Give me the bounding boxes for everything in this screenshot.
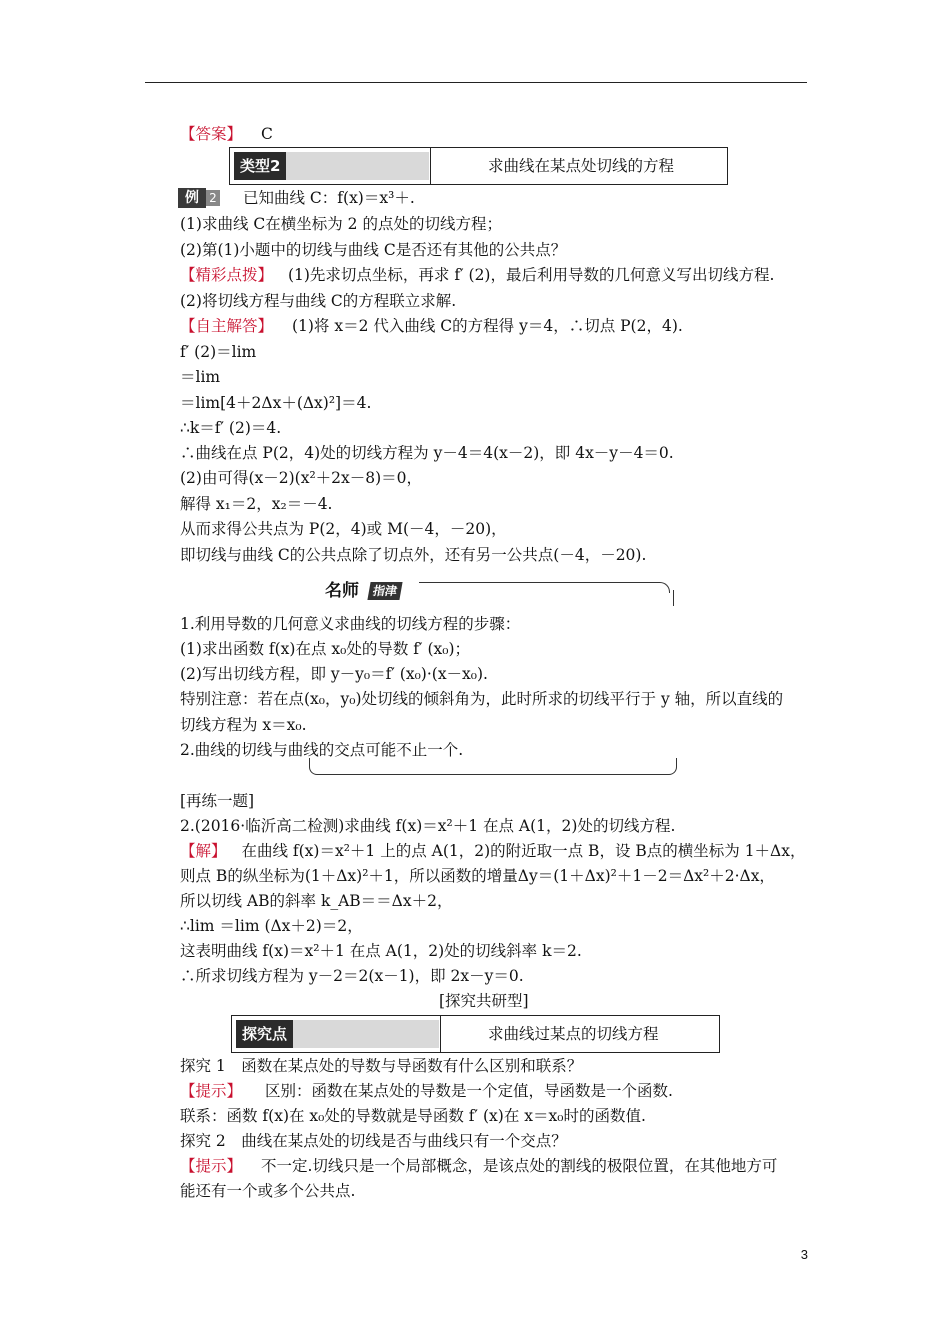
solve-line4: ＝lim[4＋2Δx＋(Δx)²]＝4. (180, 394, 372, 412)
solve-line5: ∴k＝f′ (2)＝4. (180, 419, 282, 437)
solve-line3: ＝lim (180, 368, 221, 386)
teacher-line6: 2.曲线的切线与曲线的交点可能不止一个. (180, 741, 464, 759)
example-badge-num: 2 (206, 190, 220, 206)
practice-line5: 这表明曲线 f(x)＝x²＋1 在点 A(1，2)处的切线斜率 k＝2. (180, 942, 582, 960)
explore-a2: 不一定.切线只是一个局部概念，是该点处的割线的极限位置，在其他地方可 (260, 1157, 778, 1175)
type2-tag (234, 152, 429, 180)
example-badge-text: 例 (178, 188, 206, 208)
explore-tag (236, 1020, 439, 1048)
explore-tag-label: 探究点 (236, 1020, 293, 1048)
hint-label: 【精彩点拨】 (180, 266, 274, 284)
teacher-line1: 1.利用导数的几何意义求曲线的切线方程的步骤： (180, 615, 521, 633)
teacher-header (309, 576, 675, 606)
solve-label: 【自主解答】 (180, 317, 274, 335)
solve-line2: f′ (2)＝lim (180, 343, 257, 361)
practice-line6: ∴所求切线方程为 y－2＝2(x－1)，即 2x－y＝0. (180, 967, 524, 985)
explore-hint-label-1: 【提示】 (180, 1082, 243, 1100)
practice-question: 2.(2016·临沂高二检测)求曲线 f(x)＝x²＋1 在点 A(1，2)处的切线方程. (180, 817, 676, 835)
teacher-line5: 切线方程为 x＝x₀. (180, 716, 307, 734)
practice-line3: 所以切线 AB的斜率 k_AB＝＝Δx＋2， (180, 892, 453, 910)
answer-label: 【答案】 (180, 125, 243, 143)
hint-text1: (1)先求切点坐标，再求 f′ (2)，最后利用导数的几何意义写出切线方程. (287, 266, 775, 284)
explore-a1-line (180, 1081, 673, 1101)
explore-a2-line (180, 1156, 777, 1176)
type2-tag-label: 类型2 (234, 152, 286, 180)
example-badge (178, 188, 222, 208)
example-q2: (2)第(1)小题中的切线与曲线 C是否还有其他的公共点？ (180, 241, 567, 259)
solve-text1: (1)将 x＝2 代入曲线 C的方程得 y＝4，∴切点 P(2，4). (291, 317, 683, 335)
example-stem: 已知曲线 C：f(x)＝x³＋. (243, 189, 415, 207)
explore-a2b: 能还有一个或多个公共点. (180, 1182, 356, 1200)
example-q1: (1)求曲线 C在横坐标为 2 的点处的切线方程； (180, 215, 502, 233)
practice-line2: 则点 B的纵坐标为(1＋Δx)²＋1，所以函数的增量Δy＝(1＋Δx)²＋1－2＝Δx²＋2·Δx， (180, 867, 775, 885)
solve-line6: ∴曲线在点 P(2，4)处的切线方程为 y－4＝4(x－2)，即 4x－y－4＝0. (180, 444, 674, 462)
teacher-line4: 特别注意：若在点(x₀，y₀)处切线的倾斜角为，此时所求的切线平行于 y 轴，所以直线的 (180, 690, 784, 708)
teacher-footer (309, 758, 677, 775)
teacher-subtitle: 指津 (367, 582, 402, 600)
teacher-title: 名师 (325, 581, 359, 601)
type2-header (229, 147, 728, 185)
explore-q1: 探究 1 函数在某点处的导数与导函数有什么区别和联系？ (180, 1057, 583, 1075)
hint-line2: (2)将切线方程与曲线 C的方程联立求解. (180, 292, 457, 310)
explore-hint-label-2: 【提示】 (180, 1157, 243, 1175)
practice-text1: 在曲线 f(x)＝x²＋1 上的点 A(1，2)的附近取一点 B，设 B点的横坐标为 1＋Δx， (241, 842, 806, 860)
explore-a1: 区别：函数在某点处的导数是一个定值，导函数是一个函数. (264, 1082, 673, 1100)
explore-a1b: 联系：函数 f(x)在 x₀处的导数就是导函数 f′ (x)在 x＝x₀时的函数值. (180, 1107, 646, 1125)
practice-line4: ∴lim ＝lim (Δx＋2)＝2， (180, 917, 363, 935)
explore-heading: [探究共研型] (439, 992, 529, 1010)
solve-line7: (2)由可得(x－2)(x²＋2x－8)＝0， (180, 469, 423, 487)
type2-title: 求曲线在某点处切线的方程 (488, 157, 675, 175)
hint-line1 (180, 265, 774, 285)
solve-line9: 从而求得公共点为 P(2，4)或 M(－4，－20)， (180, 520, 507, 538)
solve-line10: 即切线与曲线 C的公共点除了切点外，还有另一公共点(－4，－20). (180, 546, 647, 564)
explore-title: 求曲线过某点的切线方程 (488, 1025, 659, 1043)
solve-line8: 解得 x₁＝2，x₂＝－4. (180, 495, 333, 513)
practice-label: 【解】 (180, 842, 227, 860)
page-number: 3 (800, 1247, 808, 1262)
top-rule (145, 82, 807, 83)
explore-header (231, 1015, 720, 1053)
practice-line1 (180, 841, 806, 861)
teacher-line2: (1)求出函数 f(x)在点 x₀处的导数 f′ (x₀)； (180, 640, 470, 658)
practice-heading: [再练一题] (180, 792, 255, 810)
explore-q2: 探究 2 曲线在某点处的切线是否与曲线只有一个交点？ (180, 1132, 567, 1150)
teacher-line3: (2)写出切线方程，即 y－y₀＝f′ (x₀)·(x－x₀). (180, 665, 488, 683)
answer-line (180, 124, 273, 144)
solve-line1 (180, 316, 683, 336)
answer-value: C (260, 125, 273, 143)
